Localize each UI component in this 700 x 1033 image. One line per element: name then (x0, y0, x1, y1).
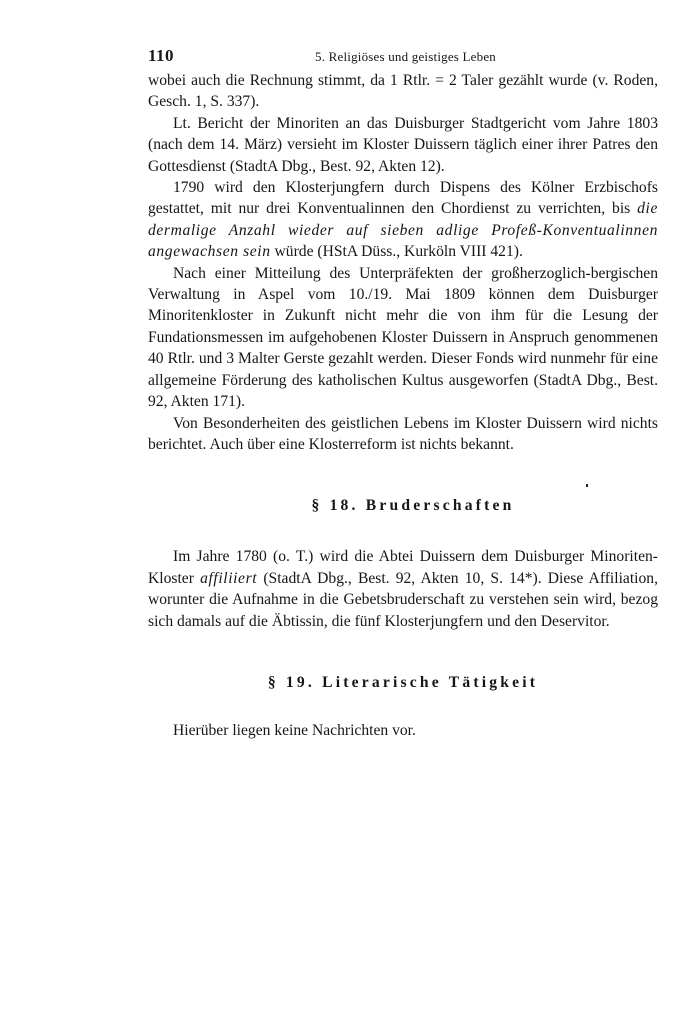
section-19-body (148, 720, 658, 741)
page-number: 110 (148, 46, 175, 65)
section-18-body (148, 546, 658, 632)
paragraph-text: Im Jahre 1780 (o. T.) wird die Abtei Duissern dem Duisburger Minoriten-Kloster (148, 548, 658, 587)
section-heading-literarische-taetigkeit: § 19. Literarische Tätigkeit (267, 673, 539, 691)
body-text (148, 70, 658, 455)
paragraph-text: (StadtA Dbg., Best. 92, Akten 10, S. 14*). Diese Affiliation, worunter die Aufnahme in die Gebetsbruderschaft zu verstehen sein wird, bezog sich damals auf die Äbtissin, die fünf Klosterjungfern und den Deservitor. (148, 569, 658, 630)
paragraph-dispens-1790 (148, 177, 658, 263)
paragraph-continuation: wobei auch die Rechnung stimmt, da 1 Rtlr. = 2 Taler gezählt wurde (v. Roden, Gesch. 1, S. 337). (148, 72, 658, 111)
paragraph-text: würde (HStA Düss., Kurköln VIII 421). (270, 243, 523, 261)
paragraph-unterpraefekt-1809: Nach einer Mitteilung des Unterpräfekten der großherzoglich-bergischen Verwaltung in Aspel vom 10./19. Mai 1809 können dem Duisburger Minoritenkloster in Zukunft nicht mehr die von ihm für die Lesung der Fundationsmessen im aufgehobenen Kloster Duissern in Anspruch genommenen 40 Rtlr. und 3 Malter Gerste gezahlt werden. Dieser Fonds wird nunmehr für eine allgemeine Förderung des katholischen Kultus ausgeworfen (StadtA Dbg., Best. 92, Akten 171). (148, 264, 658, 411)
section-heading-bruderschaften: § 18. Bruderschaften (311, 497, 515, 515)
running-head (148, 46, 658, 70)
paragraph-text: 1790 wird den Klosterjungfern durch Dispens des Kölner Erzbischofs gestattet, mit nur drei Konventualinnen den Chordienst zu verrichten, bis (148, 179, 658, 218)
chapter-title: 5. Religiöses und geistiges Leben (315, 49, 496, 64)
paragraph-besonderheiten: Von Besonderheiten des geistlichen Lebens im Kloster Duissern wird nichts berichtet. Auch über eine Klosterreform ist nichts bekannt. (148, 414, 658, 453)
paragraph-minoriten-bericht: Lt. Bericht der Minoriten an das Duisburger Stadtgericht vom Jahre 1803 (nach dem 14. März) versieht im Kloster Duissern täglich einer ihrer Patres den Gottesdienst (StadtA Dbg., Best. 92, Akten 12). (148, 114, 658, 175)
emphasized-term: affiliiert (200, 569, 258, 587)
book-page (148, 46, 658, 741)
emphasized-quote: die dermalige Anzahl wieder auf sieben adlige Profeß-Konventualinnen angewachsen sein (148, 200, 658, 261)
print-speck-mark (586, 484, 588, 487)
paragraph-keine-nachrichten: Hierüber liegen keine Nachrichten vor. (173, 721, 416, 739)
paragraph-affiliation (148, 546, 658, 632)
